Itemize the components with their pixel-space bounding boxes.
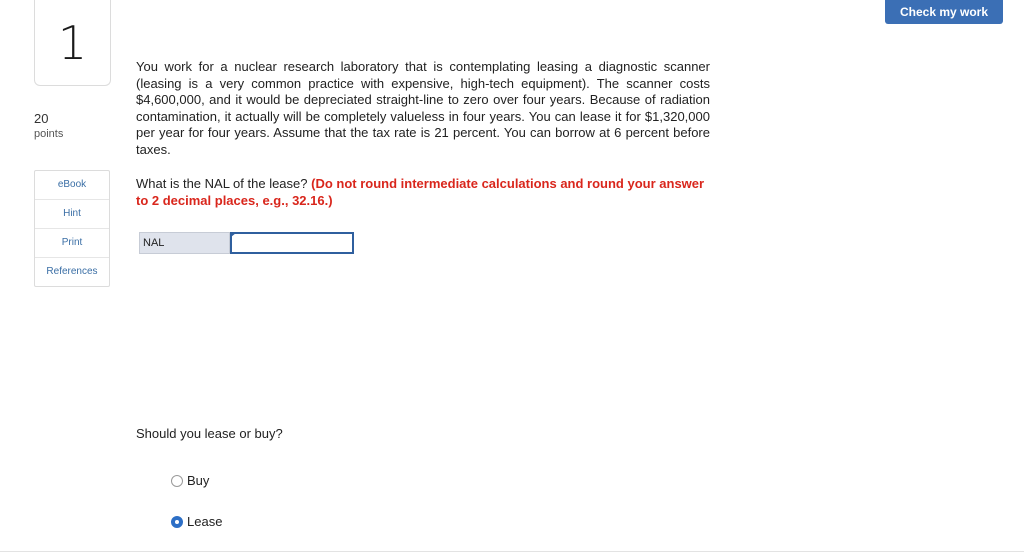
hint-link[interactable]: Hint: [35, 200, 109, 229]
ebook-link[interactable]: eBook: [35, 171, 109, 200]
question-number: 1: [57, 15, 88, 70]
option-lease[interactable]: [171, 514, 222, 529]
print-link[interactable]: Print: [35, 229, 109, 258]
radio-buy[interactable]: [171, 475, 183, 487]
references-link[interactable]: References: [46, 266, 98, 277]
nal-label: NAL: [139, 232, 230, 254]
radio-lease[interactable]: [171, 516, 183, 528]
points-value: 20: [34, 111, 49, 126]
nal-input[interactable]: [230, 232, 354, 254]
tools-panel: [34, 170, 110, 287]
lease-or-buy-question: Should you lease or buy?: [136, 426, 283, 441]
option-buy[interactable]: [171, 473, 209, 488]
check-my-work-button[interactable]: Check my work: [885, 0, 1003, 24]
option-buy-label: Buy: [187, 473, 210, 488]
question-text: You work for a nuclear research laboratory that is contemplating leasing a diagnostic scanner (leasing is a very common practice with expensive, high-tech equipment). The scanner costs $4,600,000, and it would be depreciated straight-line to zero over four years. Because of radiation contamination, it actually will be completely valueless in four years. You can lease it for $1,320,000 per year for four years. Assume that the tax rate is 21 percent. You can borrow at 6 percent before taxes.: [136, 59, 710, 157]
points-label: points: [34, 128, 64, 140]
prompt-text: What is the NAL of the lease?: [136, 176, 308, 191]
question-prompt: [136, 176, 716, 209]
rounding-instruction: (Do not round intermediate calculations and round your answer to 2 decimal places, e.g., 32.16.): [136, 176, 705, 208]
option-lease-label: Lease: [187, 514, 223, 529]
nal-answer-row: [139, 232, 354, 254]
input-flag-icon: [231, 233, 236, 237]
nal-input-wrapper: [230, 232, 354, 254]
bottom-divider: [0, 551, 1024, 552]
question-number-box: [34, 0, 111, 86]
